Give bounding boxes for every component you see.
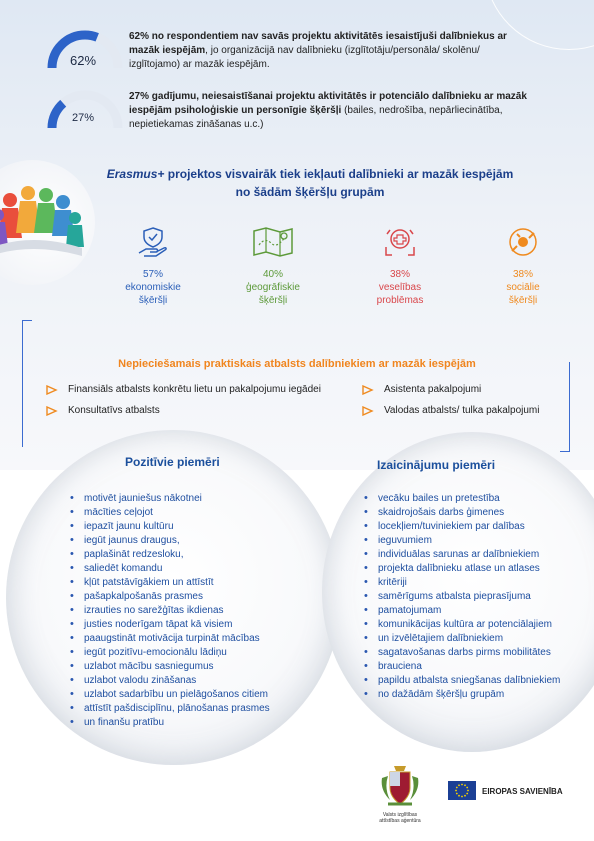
list-item: • samērīgums atbalsta pieprasījuma: [362, 590, 584, 603]
list-item: • motivēt jauniešus nākotnei: [68, 492, 318, 505]
list-item: • iegūt pozitīvu-emocionālu lādiņu: [68, 646, 318, 659]
challenges-title: Izaicinājumu piemēri: [377, 458, 496, 472]
eu-star: [461, 784, 463, 786]
eu-star: [455, 790, 457, 792]
support-frame-right: [560, 362, 570, 452]
list-item: • sagatavošanas darbs pirms mobilitātes: [362, 646, 584, 659]
list-item: • kritēriji: [362, 576, 584, 589]
list-item: • justies noderīgam tāpat kā visiem: [68, 618, 318, 631]
list-item: • pamatojumam: [362, 604, 584, 617]
arrow-bullet-icon: [46, 406, 58, 416]
list-item: • vecāku bailes un pretestība: [362, 492, 584, 505]
arrow-bullet-icon: [46, 385, 58, 395]
support-frame-left: [22, 320, 32, 447]
map-icon: [251, 225, 295, 259]
barrier-section-title: Erasmus+ projektos visvairāk tiek iekļauti dalībnieki ar mazāk iespējām no šādām šķēršļu grupām: [106, 167, 514, 199]
positive-list: [68, 492, 318, 730]
eu-star: [456, 793, 458, 795]
list-item: • attīstīt pašdisciplīnu, plānošanas prasmes: [68, 702, 318, 715]
health-care-icon: [382, 225, 418, 259]
eu-star: [456, 787, 458, 789]
list-item: • uzlabot mācību sasniegumus: [68, 660, 318, 673]
list-item: • individuālas sarunas ar dalībniekiem: [362, 548, 584, 561]
list-item: • mācīties ceļojot: [68, 506, 318, 519]
list-item: • uzlabot sadarbību un pielāgošanos citiem: [68, 688, 318, 701]
arrow-bullet-icon: [362, 406, 374, 416]
eu-star: [458, 784, 460, 786]
hand-shield-icon: [136, 225, 170, 259]
support-item-language: Valodas atbalsts/ tulka pakalpojumi: [362, 404, 539, 417]
positive-title: Pozitīvie piemēri: [125, 455, 220, 469]
list-item: • skaidrojošais darbs ģimenes: [362, 506, 584, 519]
list-item: • iegūt jaunus draugus,: [68, 534, 318, 547]
list-item: • kļūt patstāvīgākiem un attīstīt: [68, 576, 318, 589]
eu-star: [466, 787, 468, 789]
social-support-icon: [506, 225, 540, 259]
stat-text-2: 27% gadījumu, neiesaistīšanai projektu aktivitātēs ir potenciālo dalībnieku ar mazāk iespējām psiholoģiskie un personīgie šķēršļi (bailes, nedrošība, nepārliecinātība, nepietiekamas zināšanas u.c.): [129, 91, 527, 130]
agency-name: Valsts izglītības attīstības aģentūra: [379, 812, 421, 824]
challenges-list: [362, 492, 584, 702]
barrier-social: 38% sociālie šķēršļi: [478, 225, 568, 307]
list-item: • un finanšu pratību: [68, 716, 318, 729]
list-item: • no dažādām šķēršļu grupām: [362, 688, 584, 701]
list-item: • locekļiem/tuviniekiem par dalības: [362, 520, 584, 533]
list-item: • paaugstināt motivācija turpināt mācības: [68, 632, 318, 645]
eu-star: [464, 784, 466, 786]
list-item: • ieguvumiem: [362, 534, 584, 547]
eu-star: [458, 795, 460, 797]
eu-label: EIROPAS SAVIENĪBA: [482, 787, 563, 796]
eu-flag-icon: [448, 781, 476, 800]
list-item: • paplašināt redzesloku,: [68, 548, 318, 561]
list-item: • pašapkalpošanās prasmes: [68, 590, 318, 603]
eu-star: [461, 796, 463, 798]
eu-star: [467, 790, 469, 792]
gauge-27-value: 27%: [71, 112, 95, 124]
list-item: • un izvēlētajiem dalībniekiem: [362, 632, 584, 645]
list-item: • projekta dalībnieku atlase un atlases: [362, 562, 584, 575]
list-item: • brauciena: [362, 660, 584, 673]
eu-star: [464, 795, 466, 797]
gauge-62-value: 62%: [69, 53, 97, 68]
eu-star: [466, 793, 468, 795]
support-item-consulting: Konsultatīvs atbalsts: [46, 404, 160, 417]
arrow-bullet-icon: [362, 385, 374, 395]
stat-row-1: [0, 28, 594, 88]
barrier-health: 38% veselības problēmas: [355, 225, 445, 307]
list-item: • iepazīt jaunu kultūru: [68, 520, 318, 533]
barrier-economic: 57% ekonomiskie šķēršļi: [108, 225, 198, 307]
barrier-geographic: 40% ģeogrāfiskie šķēršļi: [228, 225, 318, 307]
list-item: • papildu atbalsta sniegšanas dalībniekiem: [362, 674, 584, 687]
support-title: Nepieciešamais praktiskais atbalsts dalībniekiem ar mazāk iespējām: [118, 358, 476, 370]
list-item: • komunikācijas kultūra ar potenciālajiem: [362, 618, 584, 631]
stat-text-1: 62% no respondentiem nav savās projektu aktivitātēs iesaistījuši dalībniekus ar mazāk iespējām, jo organizācijā nav dalībnieku (izglītotāju/personāla/ skolēnu/ izglītojamo) ar mazāk iespējām.: [129, 31, 507, 70]
list-item: • saliedēt komandu: [68, 562, 318, 575]
list-item: • izrauties no sarežģītas ikdienas: [68, 604, 318, 617]
stat-row-2: [0, 88, 594, 148]
support-item-assistant: Asistenta pakalpojumi: [362, 383, 481, 396]
coat-of-arms-logo: [380, 764, 420, 810]
support-item-financial: Finansiāls atbalsts konkrētu lietu un pakalpojumu iegādei: [46, 383, 321, 396]
list-item: • uzlabot valodu zināšanas: [68, 674, 318, 687]
